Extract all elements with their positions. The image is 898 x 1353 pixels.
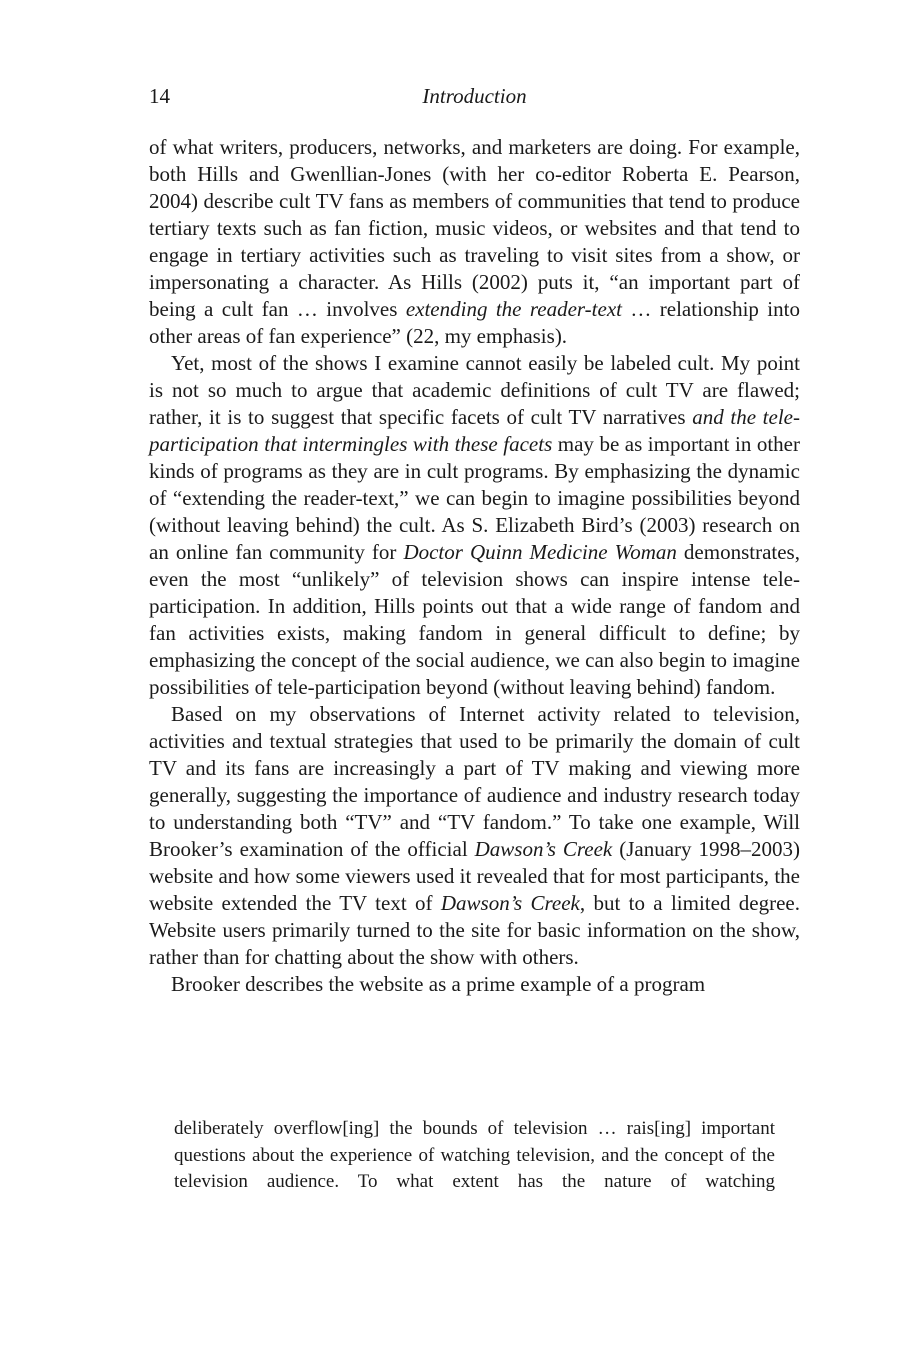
block-quote: [174, 1116, 775, 1196]
italic-text-segment: Dawson’s Creek: [440, 891, 580, 915]
page-header: [149, 80, 800, 110]
text-segment: Brooker describes the website as a prime example of a program: [171, 972, 706, 996]
text-segment: (January 1998–2003) website and how some viewers used it revealed that for most participants, the website extended the TV text of: [149, 837, 800, 915]
page-number: 14: [149, 84, 170, 108]
italic-text-segment: extending the reader-text: [405, 297, 622, 321]
paragraph-4: [149, 971, 800, 998]
text-segment: of what writers, producers, networks, and marketers are doing. For example, both Hills and Gwenllian-Jones (with her co-editor Roberta E. Pearson, 2004) describe cult TV fans as members of communities that tend to produce tertiary texts such as fan fiction, music videos, or websites and that tend to engage in tertiary activities such as traveling to visit sites from a show, or impersonating a character. As Hills (2002) puts it, “an important part of being a cult fan … involves: [149, 135, 800, 321]
block-quote-text: deliberately overflow[ing] the bounds of television … rais[ing] important questions about the experience of watching television, and the concept of the television audience. To what extent has the nature of watching: [174, 1118, 775, 1192]
italic-text-segment: Doctor Quinn Medicine Woman: [403, 540, 677, 564]
text-segment: Yet, most of the shows I examine cannot easily be labeled cult. My point is not so much to argue that academic definitions of cult TV are flawed; rather, it is to suggest that specific facets of cult TV narratives: [149, 351, 800, 429]
body-text: [149, 134, 800, 998]
paragraph-1: [149, 134, 800, 350]
text-segment: … relationship into other areas of fan experience” (22, my emphasis).: [149, 297, 800, 348]
italic-text-segment: Dawson’s Creek: [474, 837, 613, 861]
text-segment: demonstrates, even the most “unlikely” of television shows can inspire intense tele-participation. In addition, Hills points out that a wide range of fandom and fan activities exists, making fandom in general difficult to define; by emphasizing the concept of the social audience, we can also begin to imagine possibilities of tele-participation beyond (without leaving behind) fandom.: [149, 540, 800, 699]
paragraph-3: [149, 701, 800, 971]
text-segment: Based on my observations of Internet activity related to television, activities and textual strategies that used to be primarily the domain of cult TV and its fans are increasingly a part of TV making and viewing more generally, suggesting the importance of audience and industry research today to understanding both “TV” and “TV fandom.” To take one example, Will Brooker’s examination of the official: [149, 702, 800, 861]
italic-text-segment: and the tele-participation that intermingles with these facets: [149, 405, 800, 456]
text-segment: , but to a limited degree. Website users primarily turned to the site for basic information on the show, rather than for chatting about the show with others.: [149, 891, 800, 969]
paragraph-2: [149, 350, 800, 701]
text-segment: may be as important in other kinds of programs as they are in cult programs. By emphasizing the dynamic of “extending the reader-text,” we can begin to imagine possibilities beyond (without leaving behind) the cult. As S. Elizabeth Bird’s (2003) research on an online fan community for: [149, 432, 800, 564]
running-head: Introduction: [422, 84, 527, 108]
